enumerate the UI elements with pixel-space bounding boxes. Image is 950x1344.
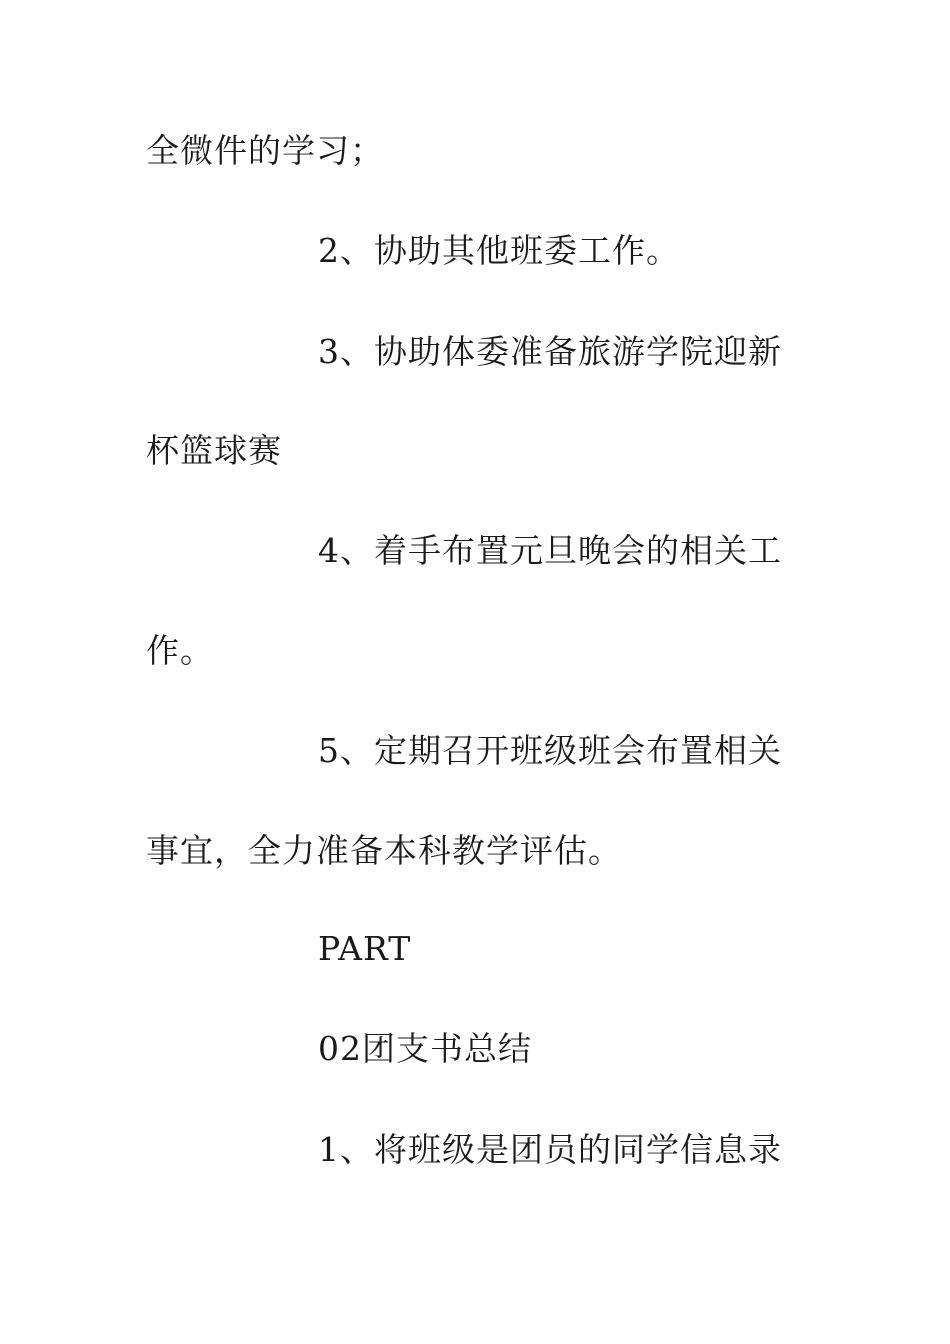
list-item-3-continuation: 杯篮球赛	[146, 431, 282, 470]
list-item-1: 1、将班级是团员的同学信息录	[318, 1130, 782, 1169]
list-item-4: 4、着手布置元旦晚会的相关工	[318, 531, 782, 570]
text-line-continuation-1: 全微件的学习；	[146, 131, 384, 170]
list-item-5: 5、定期召开班级班会布置相关	[318, 731, 782, 770]
list-item-3: 3、协助体委准备旅游学院迎新	[318, 332, 782, 371]
section-heading: 02团支书总结	[318, 1029, 532, 1068]
list-item-5-continuation: 事宜，全力准备本科教学评估。	[146, 831, 622, 870]
list-item-2: 2、协助其他班委工作。	[318, 231, 680, 270]
part-label: PART	[318, 929, 412, 968]
list-item-4-continuation: 作。	[146, 631, 214, 670]
